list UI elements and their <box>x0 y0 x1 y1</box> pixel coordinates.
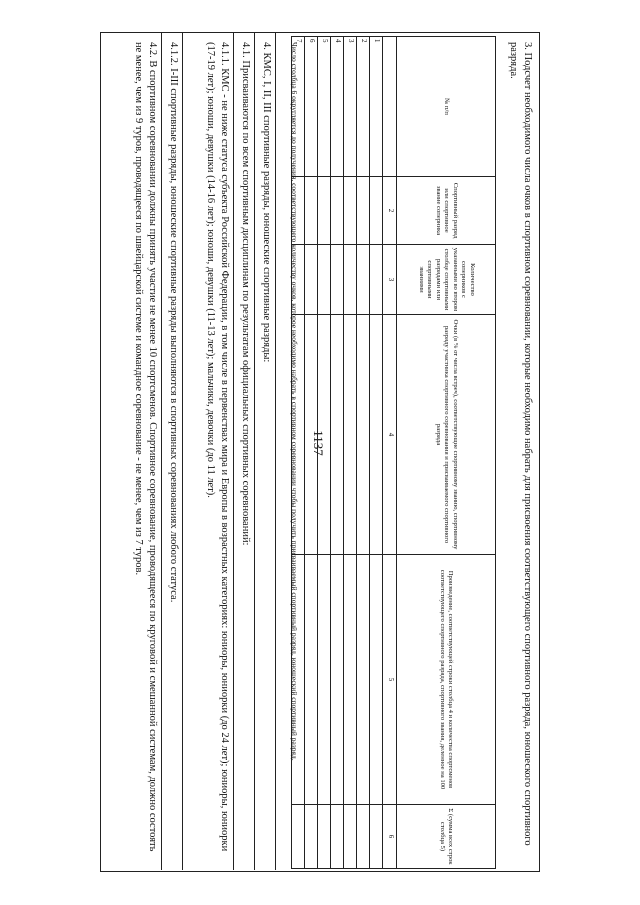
column-number: 4 <box>383 315 397 555</box>
table-cell <box>357 315 370 555</box>
row-number: 5 <box>318 37 331 177</box>
column-number-row <box>383 37 397 869</box>
table-cell <box>344 805 357 869</box>
table-cell <box>331 245 344 315</box>
table-cell <box>305 177 318 245</box>
column-number <box>383 37 397 177</box>
paragraph-4-1-2: 4.1.2. I-III спортивные разряды, юношеские спортивные разряды выполняются в спортивных соревнованиях любого статуса. <box>168 42 179 603</box>
rotated-page-content <box>100 32 540 872</box>
section-4-title: 4. КМС, I, II, III спортивные разряды, юношеские спортивные разряды: <box>261 42 272 363</box>
paragraph-4-2: 4.2. В спортивном соревновании должны принять участие не менее 10 спортсменов. Спортивное соревнование, проводящееся по круговой и смешанной системам, должно состоять не менее, чем из 9 туров, проводящееся по швейцарской системе и командное соревнование - не менее, чем из 7 туров. <box>133 42 158 852</box>
table-cell <box>357 245 370 315</box>
table-cell <box>370 555 383 805</box>
section-3-title: 3. Подсчет необходимого числа очков в спортивном соревновании, которые необходимо набрать для присвоения соответствующего спортивного разряда, юношеского спортивного разряда. <box>508 42 533 846</box>
divider <box>254 32 255 870</box>
table-cell <box>331 555 344 805</box>
divider <box>233 32 234 870</box>
row-number: 2 <box>357 37 370 177</box>
table-cell <box>331 315 344 555</box>
column-number: 6 <box>383 805 397 869</box>
header-opponent-rank: Спортивный разряд или спортивное звание соперника <box>397 177 496 245</box>
header-points: Очки (в % от числа встреч), соответствующие спортивному званию, спортивному разряду участника спортивного соревнования и присваиваемого спортивного разряда <box>397 315 496 555</box>
table-cell <box>331 177 344 245</box>
table-row <box>305 37 318 869</box>
table-row <box>318 37 331 869</box>
column-number: 3 <box>383 245 397 315</box>
table-cell <box>318 245 331 315</box>
table-header-row <box>397 37 496 869</box>
table-cell <box>318 805 331 869</box>
header-product: Произведение, соответствующей строки столбца 4 и количества спортсменов соответствующего спортивного разряда, спортивного звания, деленное на 100 <box>397 555 496 805</box>
table-note: Число столбца 6 округляется до получения, соответствующего количеству очков, которое необходимо набрать в спортивном соревновании чтобы получить присваиваемый спортивный разряд, юношеский спортивный разряд. <box>290 42 299 761</box>
table-cell <box>305 315 318 555</box>
table-cell <box>370 805 383 869</box>
points-table <box>291 36 496 869</box>
paragraph-4-1: 4.1. Присваиваются по всем спортивным дисциплинам по результатам официальных спортивных соревнований: <box>240 42 251 546</box>
table-cell <box>357 805 370 869</box>
table-cell <box>370 177 383 245</box>
divider <box>182 32 183 870</box>
table-row <box>331 37 344 869</box>
row-number: 3 <box>344 37 357 177</box>
table-cell <box>370 315 383 555</box>
table-row <box>344 37 357 869</box>
table-cell <box>305 245 318 315</box>
row-number: 4 <box>331 37 344 177</box>
header-sum: Σ (сумма всех строк столбца 5) <box>397 805 496 869</box>
column-number: 2 <box>383 177 397 245</box>
table-cell <box>344 555 357 805</box>
header-number: № п/п <box>397 37 496 177</box>
table-cell <box>344 177 357 245</box>
row-number: 7 <box>292 37 305 177</box>
header-opponent-count: Количество соперников с указанными во втором столбце спортивными разрядами или спортивными званиями <box>397 245 496 315</box>
table-cell <box>370 245 383 315</box>
table-row <box>370 37 383 869</box>
table-cell <box>357 555 370 805</box>
row-number: 1 <box>370 37 383 177</box>
table-cell <box>305 555 318 805</box>
table-cell <box>331 805 344 869</box>
row-number: 6 <box>305 37 318 177</box>
table-cell <box>318 177 331 245</box>
table-cell <box>344 315 357 555</box>
page-number: 1137 <box>311 430 326 456</box>
divider <box>275 32 276 870</box>
paragraph-4-1-1: 4.1.1. КМС - не ниже статуса субъекта Российской Федерации, в том числе в первенствах мира и Европы в возрастных категориях: юниоры, юниорки (до 24 лет); юниоры, юниорки (17-19 лет); юноши, девушки (14-16 лет); юноши, девушки (11-13 лет); мальчики, девочки (до 11 лет). <box>205 42 230 852</box>
table-cell <box>318 315 331 555</box>
column-number: 5 <box>383 555 397 805</box>
table-cell <box>357 177 370 245</box>
table-cell <box>344 245 357 315</box>
table-row <box>357 37 370 869</box>
table-cell <box>305 805 318 869</box>
table-cell <box>318 555 331 805</box>
divider <box>161 32 162 870</box>
